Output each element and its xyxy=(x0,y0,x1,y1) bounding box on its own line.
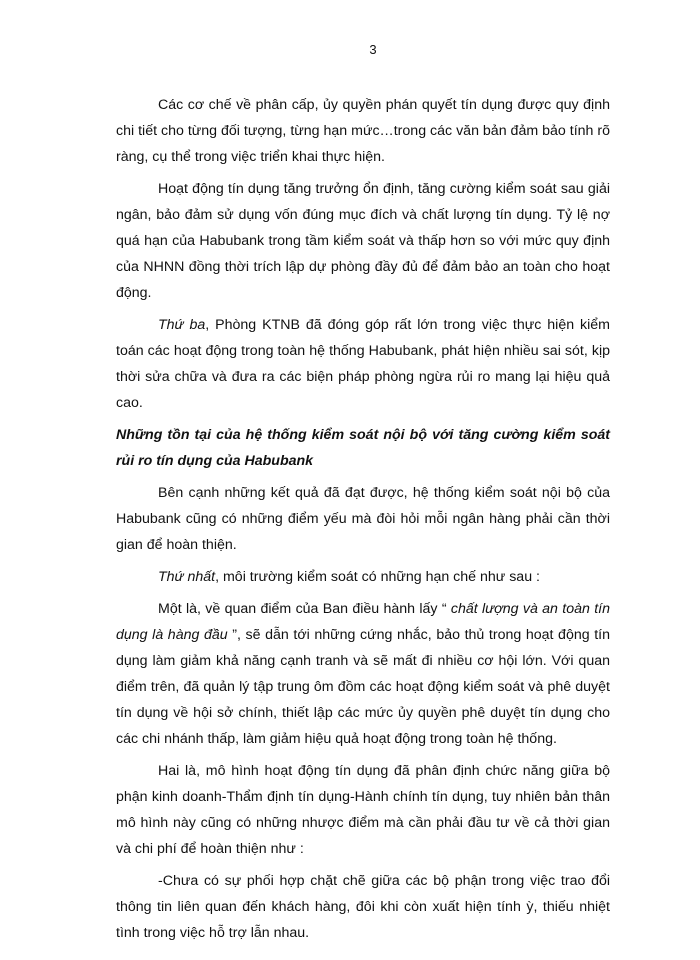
paragraph-weaknesses-intro: Bên cạnh những kết quả đã đạt được, hệ thống kiểm soát nội bộ của Habubank cũng có những điểm yếu mà đòi hỏi mỗi ngân hàng phải cần thời gian để hoàn thiện. xyxy=(116,485,610,553)
paragraph-first-limitation xyxy=(116,564,610,590)
paragraph-text: ”, sẽ dẫn tới những cứng nhắc, bảo thủ trong hoạt động tín dụng làm giảm khả năng cạnh tranh và sẽ mất đi nhiều cơ hội lớn. Với quan điểm trên, đã quản lý tập trung ôm đồm các hoạt động kiểm soát và phê duyệt tín dụng về hội sở chính, thiết lập các mức ủy quyền phê duyệt tín dụng cho các chi nhánh thấp, làm giảm hiệu quả hoạt động trong toàn hệ thống. xyxy=(116,627,610,747)
paragraph-text: , môi trường kiểm soát có những hạn chế như sau : xyxy=(215,569,540,585)
paragraph-text: Một là, về quan điểm của Ban điều hành lấy “ xyxy=(158,601,447,617)
quoted-motto: chất lượng và an toàn tín dụng là hàng đầu xyxy=(116,601,610,643)
paragraph-lead-first: Thứ nhất xyxy=(158,569,216,585)
paragraph-lead-third: Thứ ba xyxy=(158,317,206,333)
page-number: 3 xyxy=(369,42,377,57)
paragraph-dash-item: -Chưa có sự phối hợp chặt chẽ giữa các bộ phận trong việc trao đổi thông tin liên quan đến khách hàng, đôi khi còn xuất hiện tính ỳ, thiếu nhiệt tình trong việc hỗ trợ lẫn nhau. xyxy=(116,873,610,941)
paragraph-point-two: Hai là, mô hình hoạt động tín dụng đã phân định chức năng giữa bộ phận kinh doanh-Thẩm định tín dụng-Hành chính tín dụng, tuy nhiên bản thân mô hình này cũng có những nhược điểm mà cần phải đầu tư về cả thời gian và chi phí để hoàn thiện như : xyxy=(116,763,610,857)
paragraph-point-one xyxy=(116,596,610,752)
paragraph-credit-growth: Hoạt động tín dụng tăng trưởng ổn định, tăng cường kiểm soát sau giải ngân, bảo đảm sử dụng vốn đúng mục đích và chất lượng tín dụng. Tỷ lệ nợ quá hạn của Habubank trong tầm kiểm soát và thấp hơn so với mức quy định của NHNN đồng thời trích lập dự phòng đầy đủ để đảm bảo an toàn cho hoạt động. xyxy=(116,181,610,301)
section-heading: Những tồn tại của hệ thống kiểm soát nội bộ với tăng cường kiểm soát rủi ro tín dụng của Habubank xyxy=(116,427,610,469)
paragraph-internal-audit xyxy=(116,312,610,416)
document-body xyxy=(116,92,610,952)
paragraph-delegation: Các cơ chế về phân cấp, ủy quyền phán quyết tín dụng được quy định chi tiết cho từng đối tượng, từng hạn mức…trong các văn bản đảm bảo tính rõ ràng, cụ thể trong việc triển khai thực hiện. xyxy=(116,97,610,165)
paragraph-text: , Phòng KTNB đã đóng góp rất lớn trong việc thực hiện kiểm toán các hoạt động trong toàn hệ thống Habubank, phát hiện nhiều sai sót, kịp thời sửa chữa và đưa ra các biện pháp phòng ngừa rủi ro mang lại hiệu quả cao. xyxy=(116,317,610,411)
